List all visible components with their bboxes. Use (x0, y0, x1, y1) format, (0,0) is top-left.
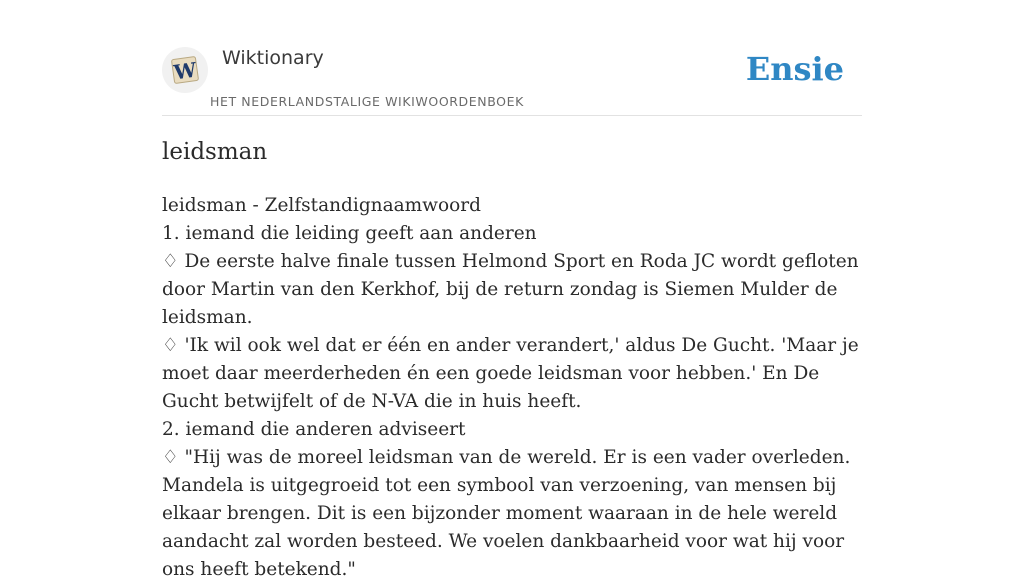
site-subtitle: HET NEDERLANDSTALIGE WIKIWOORDENBOEK (210, 94, 524, 109)
entry-content (162, 192, 862, 584)
example-1: ♢ De eerste halve finale tussen Helmond Sport en Roda JC wordt gefloten door Martin van den Kerkhof, bij de return zondag is Siemen Mulder de leidsman. (162, 251, 859, 328)
entry-heading-line: leidsman - Zelfstandignaamwoord (162, 195, 481, 216)
svg-text:W: W (172, 57, 198, 85)
site-name[interactable]: Wiktionary (222, 47, 324, 69)
wiktionary-logo-icon[interactable] (162, 47, 208, 93)
example-2: ♢ 'Ik wil ook wel dat er één en ander verandert,' aldus De Gucht. 'Maar je moet daar meerderheden én een goede leidsman voor hebben.' En De Gucht betwijfelt of de N-VA die in huis heeft. (162, 335, 859, 412)
entry-title: leidsman (162, 139, 268, 165)
ensie-brand-link[interactable]: Ensie (745, 50, 844, 88)
definition-1: 1. iemand die leiding geeft aan anderen (162, 223, 537, 244)
site-header (162, 40, 862, 116)
example-3: ♢ "Hij was de moreel leidsman van de wereld. Er is een vader overleden. Mandela is uitgegroeid tot een symbool van verzoening, van mensen bij elkaar brengen. Dit is een bijzonder moment waaraan in de hele wereld aandacht zal worden besteed. We voelen dankbaarheid voor wat hij voor ons heeft betekend." (162, 447, 851, 580)
definition-2: 2. iemand die anderen adviseert (162, 419, 466, 440)
